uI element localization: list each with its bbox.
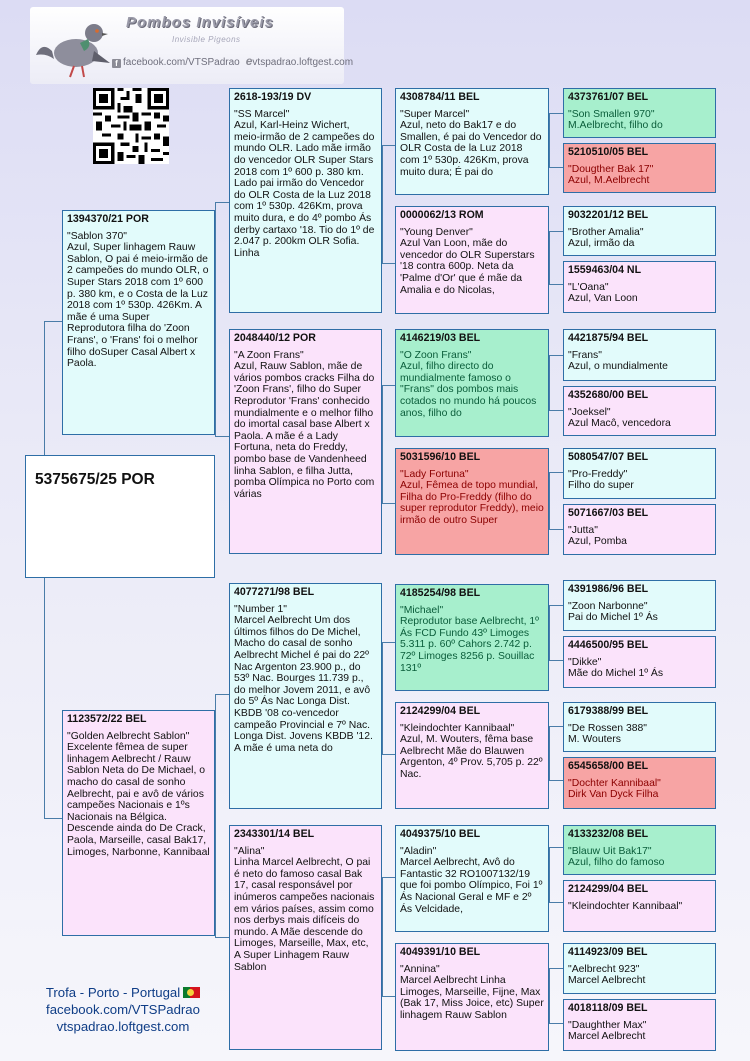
ring-number: 4114923/09 BEL (568, 946, 648, 958)
pigeon-name: "Joeksel" (568, 406, 611, 418)
connector (215, 937, 229, 938)
header-subtitle: Invisible Pigeons (172, 35, 241, 44)
connector (382, 996, 395, 997)
connector (549, 902, 563, 903)
pigeon-name: "Brother Amalia" (568, 226, 644, 238)
ring-number: 4133232/08 BEL (568, 828, 649, 840)
pigeon-name: "SS Marcel" (234, 108, 290, 120)
connector (549, 284, 563, 285)
pigeon-description: Azul, Pomba (568, 536, 627, 548)
ring-number: 5031596/10 BEL (400, 451, 481, 463)
ring-number: 4077271/98 BEL (234, 586, 315, 598)
ring-number: 4421875/94 BEL (568, 332, 649, 344)
pigeon-description: M. Wouters (568, 734, 621, 746)
ancestor-card[interactable] (563, 386, 716, 436)
connector (44, 578, 45, 818)
pigeon-name: "Super Marcel" (400, 108, 470, 120)
pigeon-description: Azul, M.Aelbrecht (568, 175, 650, 187)
connector (382, 642, 395, 643)
pigeon-description: Azul, neto do Bak17 e do Smallen, é pai do Vencedor do OLR Costa de la Luz 2018 com 1º 530p. 426Km, prova muito dura; É pai do (400, 120, 542, 178)
ancestor-card[interactable] (563, 702, 716, 752)
ring-number: 6179388/99 BEL (568, 705, 649, 717)
ring-number: 1394370/21 POR (67, 213, 149, 225)
pigeon-name: "Daughther Max" (568, 1019, 647, 1031)
dsd-card[interactable] (395, 702, 549, 809)
ring-number: 4373761/07 BEL (568, 91, 649, 103)
pigeon-name: "L'Oana" (568, 281, 609, 293)
pigeon-name: "A Zoon Frans" (234, 349, 304, 361)
dam-dam-card[interactable] (229, 825, 382, 1050)
pigeon-description: Marcel Aelbrecht Um dos últimos filhos do De Michel, Macho do casal de sonho Aelbrecht Michel é pai do 22º Nac Argenton 23.900 p., do 53º Nac. Bourges 11.739 p., do melhor Jovem 2011, e avô do 5º Ás Nac Longa Dist. KBDB '08 co-vencedor campeão Provincial e 7º Nac. Longa Dist. Jovens KBDB '12. A mãe é uma neta do (234, 615, 373, 754)
pigeon-description: Marcel Aelbrecht (568, 975, 646, 987)
connector (382, 754, 395, 755)
pigeon-name: "De Rossen 388" (568, 722, 648, 734)
connector (549, 472, 550, 529)
connector (549, 605, 563, 606)
ring-number: 1559463/04 NL (568, 264, 642, 276)
facebook-icon: f (112, 59, 121, 68)
pigeon-description: Azul, filho directo do mundialmente famoso o "Frans" dos pombos mais cotados no mundo há poucos anos, filho do (400, 361, 537, 419)
pigeon-name: "Sablon 370" (67, 230, 127, 242)
ring-number: 4308784/11 BEL (400, 91, 480, 103)
pigeon-description: Azul, Rauw Sablon, mãe de vários pombos cracks Filha do 'Zoon Frans', filho do Super Reprodutor 'Frans' conhecido mundialmente e o melhor filho do imortal casal base Albert x Paola. A mãe é a Lady Fortuna, neta do Freddy, pombo base de Vandenheed linha Sablon, e filha Jutta, pomba Olímpica no Porto com várias (234, 361, 375, 500)
pigeon-name: "Golden Aelbrecht Sablon" (67, 730, 190, 742)
connector (215, 694, 216, 937)
ancestor-card[interactable] (563, 636, 716, 688)
ancestor-card[interactable] (563, 999, 716, 1051)
connector (549, 355, 563, 356)
ancestor-card[interactable] (563, 757, 716, 809)
footer-location: Trofa - Porto - Portugal (28, 984, 218, 1001)
connector (549, 968, 563, 969)
pigeon-description: Reprodutor base Aelbrecht, 1º Ás FCD Fundo 43º Limoges 5.311 p. 60º Cahors 2.742 p. 72º Limoges 8256 p. Souillac 131º (400, 616, 539, 674)
pigeon-name: "Alina" (234, 845, 265, 857)
ring-number: 4146219/03 BEL (400, 332, 481, 344)
connector (549, 726, 550, 780)
header-site-link[interactable]: vtspadrao.loftgest.com (252, 57, 354, 68)
pigeon-description: Azul, Fêmea de topo mundial, Filha do Pro-Freddy (filho do super reprodutor Freddy), meio irmão de outro Super (400, 480, 544, 526)
connector (382, 503, 395, 504)
pigeon-name: "Blauw Uit Bak17" (568, 845, 652, 857)
sds-card[interactable] (395, 329, 549, 437)
connector (382, 263, 395, 264)
pigeon-name: "Dikke" (568, 656, 602, 668)
header-links (112, 54, 353, 68)
connector (382, 877, 395, 878)
connector (44, 321, 62, 322)
connector (549, 847, 550, 902)
sdd-card[interactable] (395, 448, 549, 555)
ancestor-card[interactable] (563, 504, 716, 555)
pigeon-description: "Kleindochter Kannibaal" (568, 900, 683, 912)
ancestor-card[interactable] (563, 880, 716, 932)
connector (382, 385, 383, 503)
ancestor-card[interactable] (563, 448, 716, 499)
connector (549, 113, 550, 167)
pigeon-description: M.Aelbrecht, filho do (568, 120, 663, 132)
ring-number: 4391986/96 BEL (568, 583, 649, 595)
pigeon-name: "Dochter Kannibaal" (568, 777, 661, 789)
connector (382, 877, 383, 996)
connector (382, 385, 395, 386)
pigeon-description: Azul, Van Loon (568, 293, 638, 305)
pigeon-name: "Zoon Narbonne" (568, 600, 648, 612)
pigeon-description: Mãe do Michel 1º Ás (568, 668, 664, 680)
ring-number: 2124299/04 BEL (400, 705, 481, 717)
connector (549, 1023, 563, 1024)
ring-number: 9032201/12 BEL (568, 209, 649, 221)
connector (44, 321, 45, 455)
header-banner (30, 7, 354, 84)
ring-number: 4185254/98 BEL (400, 587, 481, 599)
pigeon-name: "O Zoon Frans" (400, 349, 472, 361)
pigeon-name: "Michael" (400, 604, 444, 616)
ancestor-card[interactable] (563, 261, 716, 313)
connector (549, 231, 563, 232)
connector (382, 642, 383, 754)
pigeon-description: Marcel Aelbrecht (568, 1031, 646, 1043)
pigeon-name: "Number 1" (234, 603, 287, 615)
connector (215, 694, 229, 695)
pigeon-name: "Annina" (400, 963, 440, 975)
ring-number: 6545658/00 BEL (568, 760, 649, 772)
connector (44, 818, 62, 819)
ancestor-card[interactable] (563, 88, 716, 138)
pigeon-description: Azul Macô, vencedora (568, 418, 671, 430)
connector (549, 847, 563, 848)
subject-ring: 5375675/25 POR (35, 471, 155, 488)
e-icon: e (245, 54, 253, 68)
header-facebook-link[interactable]: facebook.com/VTSPadrao (123, 57, 240, 68)
connector (382, 145, 383, 263)
connector (215, 202, 229, 203)
connector (549, 355, 550, 410)
header-title: Pombos Invisíveis (126, 14, 274, 31)
ancestor-card[interactable] (563, 580, 716, 631)
ring-number: 4049375/10 BEL (400, 828, 481, 840)
sire-sire-card[interactable] (229, 88, 382, 313)
ancestor-card[interactable] (563, 206, 716, 256)
pigeon-description: Pai do Michel 1º Ás (568, 612, 658, 624)
ring-number: 4018118/09 BEL (568, 1002, 648, 1014)
pigeon-description: Linha Marcel Aelbrecht, O pai é neto do famoso casal Bak 17, casal responsável por inúmeros campeões nacionais em vários países, assim como nos derbys mais difíceis do mundo. A Mãe descende do Limoges, Marseille, Max, etc, A Super Linhagem Rauw Sablon (234, 857, 375, 973)
dam-sire-card[interactable] (229, 583, 382, 809)
ring-number: 2618-193/19 DV (234, 91, 312, 103)
footer (28, 984, 218, 1035)
sss-card[interactable] (395, 88, 549, 195)
dds-card[interactable] (395, 825, 549, 932)
pigeon-name: "Aelbrecht 923" (568, 963, 640, 975)
pigeon-description: Azul Van Loon, mãe do vencedor do OLR Superstars '18 contra 600p. Neta da 'Palme d'Or' que é mãe da Amalia e do Nicolas, (400, 238, 535, 296)
ring-number: 4049391/10 BEL (400, 946, 481, 958)
pigeon-description: Azul, Karl-Heinz Wichert, meio-irmão de 2 campeões do mundo OLR. Lado mãe irmão do vencedor OLR Super Stars 2018 com 1º 600 p. 380 km. Lado pai irmão do Vencedor do OLR Costa de la Luz 2018 com 1º 530p. 426Km, prova muito dura, e do 4º pombo Ás derby cartaxo '18. Tio do 1º de 2.047 p. 200km OLR Sofia. Linha (234, 120, 375, 259)
dam-card[interactable] (62, 710, 215, 936)
connector (549, 726, 563, 727)
pigeon-name: "Son Smallen 970" (568, 108, 655, 120)
pigeon-description: Azul, o mundialmente (568, 361, 668, 373)
ring-number: 5080547/07 BEL (568, 451, 649, 463)
pigeon-name: "Jutta" (568, 524, 598, 536)
connector (549, 167, 563, 168)
connector (549, 660, 563, 661)
pigeon-name: "Pro-Freddy" (568, 468, 628, 480)
pigeon-name: "Aladin" (400, 845, 437, 857)
pigeon-description: Marcel Aelbrecht, Avô do Fantastic 32 RO1007132/19 que foi pombo Olímpico, Foi 1º Ás Nacional Geral e MF e 2º Ás Velcidade, (400, 857, 543, 915)
connector (549, 780, 563, 781)
ring-number: 4446500/95 BEL (568, 639, 649, 651)
ancestor-card[interactable] (563, 825, 716, 875)
pigeon-description: Azul, M. Wouters, fêma base Aelbrecht Mãe do Blauwen Argenton, 4º Prov. 5,705 p. 22º Nac. (400, 734, 543, 780)
connector (215, 202, 216, 436)
ring-number: 2048440/12 POR (234, 332, 316, 344)
footer-facebook-link[interactable]: facebook.com/VTSPadrao (46, 1002, 200, 1017)
footer-site-link[interactable]: vtspadrao.loftgest.com (56, 1019, 190, 1034)
ancestor-card[interactable] (563, 329, 716, 381)
connector (549, 605, 550, 660)
pigeon-logo-icon (32, 11, 112, 81)
ssd-card[interactable] (395, 206, 549, 314)
sire-card[interactable] (62, 210, 215, 435)
ring-number: 4352680/00 BEL (568, 389, 649, 401)
ring-number: 1123572/22 BEL (67, 713, 147, 725)
pigeon-name: "Frans" (568, 349, 602, 361)
ancestor-card[interactable] (563, 143, 716, 193)
pigeon-name: "Kleindochter Kannibaal" (400, 722, 515, 734)
dss-card[interactable] (395, 584, 549, 691)
sire-dam-card[interactable] (229, 329, 382, 554)
subject-box (25, 455, 215, 578)
pigeon-description: Filho do super (568, 480, 634, 492)
ddd-card[interactable] (395, 943, 549, 1051)
connector (549, 113, 563, 114)
portugal-flag-icon (183, 987, 200, 998)
pigeon-description: Dirk Van Dyck Filha (568, 789, 659, 801)
pigeon-name: "Lady Fortuna" (400, 468, 469, 480)
ring-number: 0000062/13 ROM (400, 209, 484, 221)
pigeon-name: "Young Denver" (400, 226, 473, 238)
ancestor-card[interactable] (563, 943, 716, 994)
connector (549, 529, 563, 530)
ring-number: 2343301/14 BEL (234, 828, 315, 840)
pigeon-description: Marcel Aelbrecht Linha Limoges, Marseille, Fijne, Max (Bak 17, Miss Joice, etc) Super linhagem Rauw Sablon (400, 975, 544, 1021)
connector (549, 472, 563, 473)
connector (549, 968, 550, 1023)
ring-number: 5210510/05 BEL (568, 146, 649, 158)
connector (549, 231, 550, 284)
pigeon-description: Excelente fêmea de super linhagem Aelbrecht / Rauw Sablon Neta do De Michael, o macho do casal de sonho Aelbrecht, pai e avô de vários campeões Nacionais e 1ºs Nacionais na Bélgica. Descende ainda do De Crack, Paola, Marseille, casal Bak17, Limoges, Narbonne, Kannibaal (67, 742, 210, 858)
ring-number: 5071667/03 BEL (568, 507, 649, 519)
pigeon-name: "Dougther Bak 17" (568, 163, 654, 175)
qr-code-icon[interactable] (93, 88, 169, 164)
connector (382, 145, 395, 146)
pigeon-description: Azul, irmão da (568, 238, 635, 250)
ring-number: 2124299/04 BEL (568, 883, 649, 895)
pigeon-description: Azul, filho do famoso (568, 857, 665, 869)
connector (549, 410, 563, 411)
connector (215, 436, 229, 437)
pigeon-description: Azul, Super linhagem Rauw Sablon, O pai é meio-irmão de 2 campeões do mundo OLR, o Super Stars 2018 com 1º 600 p. 380 km, e o Costa de la Luz 2018 com 1º 530p. 426Km. A mãe é uma Super Reprodutora filha do 'Zoon Frans', o 'Frans' foi o melhor filho doSuper Casal Albert x Paola. (67, 242, 209, 370)
